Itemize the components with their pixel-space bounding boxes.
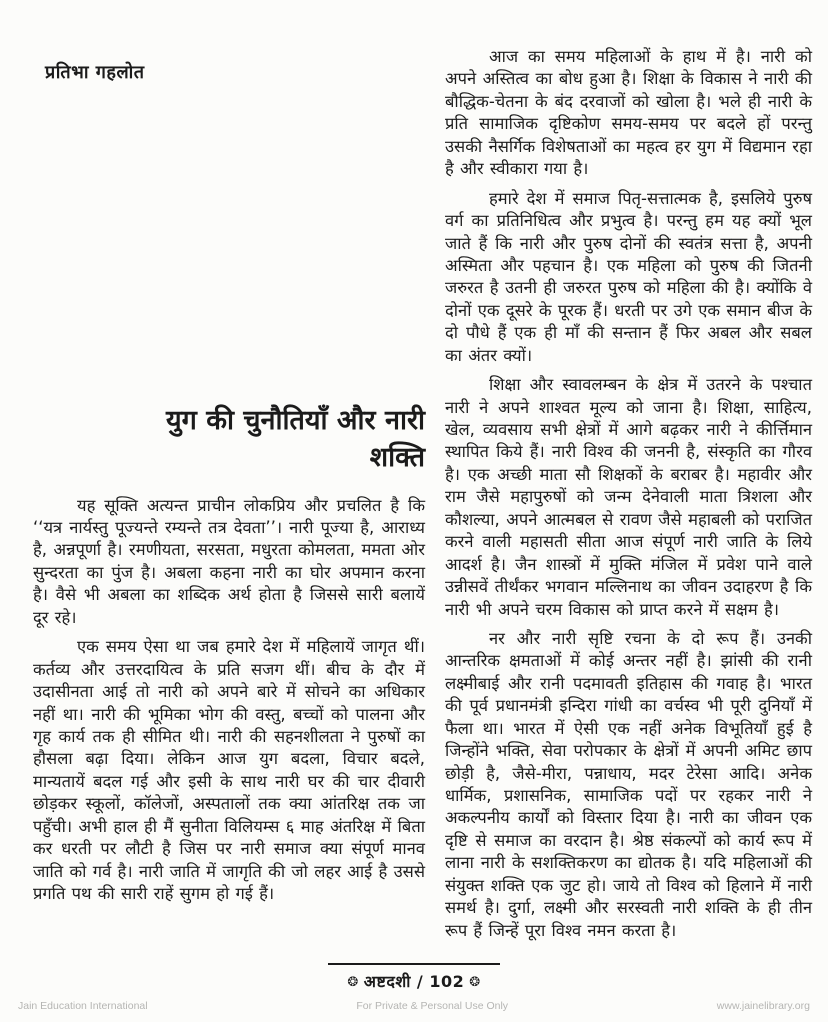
left-paragraph-2: एक समय ऐसा था जब हमारे देश में महिलायें जागृत थीं। कर्तव्य और उत्तरदायित्व के प्रति सजग थीं। बीच के दौर में उदासीनता आई तो नारी को अपने बारे में सोचने का अधिकार नहीं था। नारी की भूमिका भोग की वस्तु, बच्चों को पालना और गृह कार्य तक ही सीमित थी। नारी की सहनशीलता ने पुरुषों का हौसला बढ़ा दिया। लेकिन आज युग बदला, विचार बदले, मान्यतायें बदल गई और इसी के साथ नारी घर की चार दीवारी छोड़कर स्कूलों, कॉलेजों, अस्पतालों तक क्या आंतरिक्ष तक जा पहुँची। अभी हाल ही मैं सुनीता विलियम्स ६ माह अंतरिक्ष में बिता कर धरती पर लौटी है जिस पर नारी समाज क्या संपूर्ण मानव जाति को गर्व है। नारी जाति में जागृति की जो लहर आई है उससे प्रगति पथ की सारी राहें सुगम हो गई हैं। [33, 637, 425, 904]
page-number-block [0, 963, 828, 992]
article-title [33, 402, 425, 477]
page-number-rule [328, 963, 500, 965]
right-paragraph-3: शिक्षा और स्वावलम्बन के क्षेत्र में उतरने के पश्चात नारी ने अपने शाश्वत मूल्य को जाना है। शिक्षा, साहित्य, खेल, व्यवसाय सभी क्षेत्रों में आगे बढ़कर नारी ने कीर्त्तिमान स्थापित किये हैं। नारी विश्व की जननी है, संस्कृति का गौरव है। एक अच्छी माता सौ शिक्षकों के बराबर है। महावीर और राम जैसे महापुरुषों को जन्म देनेवाली माता त्रिशला और कौशल्या, अपने आत्मबल से रावण जैसे महाबली को पराजित करने वाली महासती सीता आज संपूर्ण नारी जाति के लिये आदर्श है। जैन शास्त्रों में मुक्ति मंजिल में प्रवेश पाने वाले उन्नीसवें तीर्थंकर भगवान मल्लिनाथ का जीवन उदाहरण है कि नारी भी अपने चरम विकास को प्राप्त करने में सक्षम है। [445, 375, 812, 619]
right-paragraph-1: आज का समय महिलाओं के हाथ में है। नारी को अपने अस्तित्व का बोध हुआ है। शिक्षा के विकास ने नारी की बौद्धिक-चेतना के बंद दरवाजों को खोला है। भले ही नारी के प्रति सामाजिक दृष्टिकोण समय-समय पर बदले हों परन्तु उसकी नैसर्गिक विशेषताओं का महत्व हर युग में विद्यमान रहा है और स्वीकारा गया है। [445, 47, 812, 179]
left-column [33, 46, 425, 949]
scan-footer [18, 1000, 810, 1012]
flower-ornament-icon: ❂ [347, 975, 359, 990]
right-paragraph-2: हमारे देश में समाज पितृ-सत्तात्मक है, इसलिये पुरुष वर्ग का प्रतिनिधित्व और प्रभुत्व है। परन्तु हम यह क्यों भूल जाते हैं कि नारी और पुरुष दोनों की स्वतंत्र सत्ता है, अपनी अस्मिता और पहचान है। एक महिला को पुरुष की जितनी जरुरत है उतनी ही जरुरत पुरुष को महिला की है। क्योंकि वे दोनों एक दूसरे के पूरक हैं। धरती पर उगे एक समान बीज के दो पौधे हैं एक ही माँ की सन्तान हैं फिर अबल और सबल का अंतर क्यों। [445, 188, 812, 365]
page-number-label: अष्टदशी / 102 [363, 972, 465, 991]
right-paragraph-4: नर और नारी सृष्टि रचना के दो रूप हैं। उनकी आन्तरिक क्षमताओं में कोई अन्तर नहीं है। झांसी की रानी लक्ष्मीबाई और रानी पदमावती इतिहास की गवाह है। भारत की पूर्व प्रधानमंत्री इन्दिरा गांधी का वर्चस्व भी पूरी दुनियाँ में फैला था। भारत में ऐसी एक नहीं अनेक विभूतियाँ हुई है जिन्होंने भक्ति, सेवा परोपकार के क्षेत्रों में अपनी अमिट छाप छोड़ी है, जैसे-मीरा, पन्नाधाय, मदर टेरेसा आदि। अनेक धार्मिक, प्रशासनिक, सामाजिक पदों पर रहकर नारी ने अकल्पनीय कार्यों को विस्तार दिया है। नारी का जीवन एक दृष्टि से समाज का वरदान है। श्रेष्ठ संकल्पों को कार्य रूप में लाना नारी के सशक्तिकरण का द्योतक है। यदि महिलाओं की संयुक्त शक्ति एक जुट हो। जाये तो विश्व को हिलाने में नारी समर्थ है। दुर्गा, लक्ष्मी और सरस्वती नारी शक्ति के ही तीन रूप हैं जिन्हें पूरा विश्व नमन करता है। [445, 628, 812, 940]
article-title-line-1: युग की चुनौतियाँ और नारी [165, 405, 425, 436]
footer-left-text: Jain Education International [18, 1000, 148, 1012]
footer-center-text: For Private & Personal Use Only [356, 1000, 509, 1012]
footer-right-text: www.jainelibrary.org [716, 1000, 810, 1012]
author-name: प्रतिभा गहलोत [45, 62, 145, 83]
left-paragraph-1: यह सूक्ति अत्यन्त प्राचीन लोकप्रिय और प्रचलित है कि ‘‘यत्र नार्यस्तु पूज्यन्ते रम्यन्ते तत्र देवता’’। नारी पूज्या है, आराध्य है, अन्नपूर्णा है। रमणीयता, सरसता, मधुरता कोमलता, ममता ओर सुन्दरता का पुंज है। अबला कहना नारी का घोर अपमान करना है। वैसे भी अबला का शब्दिक अर्थ होता है जिससे सारी बलायें दूर रहे। [33, 495, 425, 627]
article-title-line-2: शक्ति [369, 442, 425, 474]
flower-ornament-icon: ❂ [469, 975, 481, 990]
page-number-label-row [0, 970, 828, 992]
right-column [445, 46, 812, 949]
